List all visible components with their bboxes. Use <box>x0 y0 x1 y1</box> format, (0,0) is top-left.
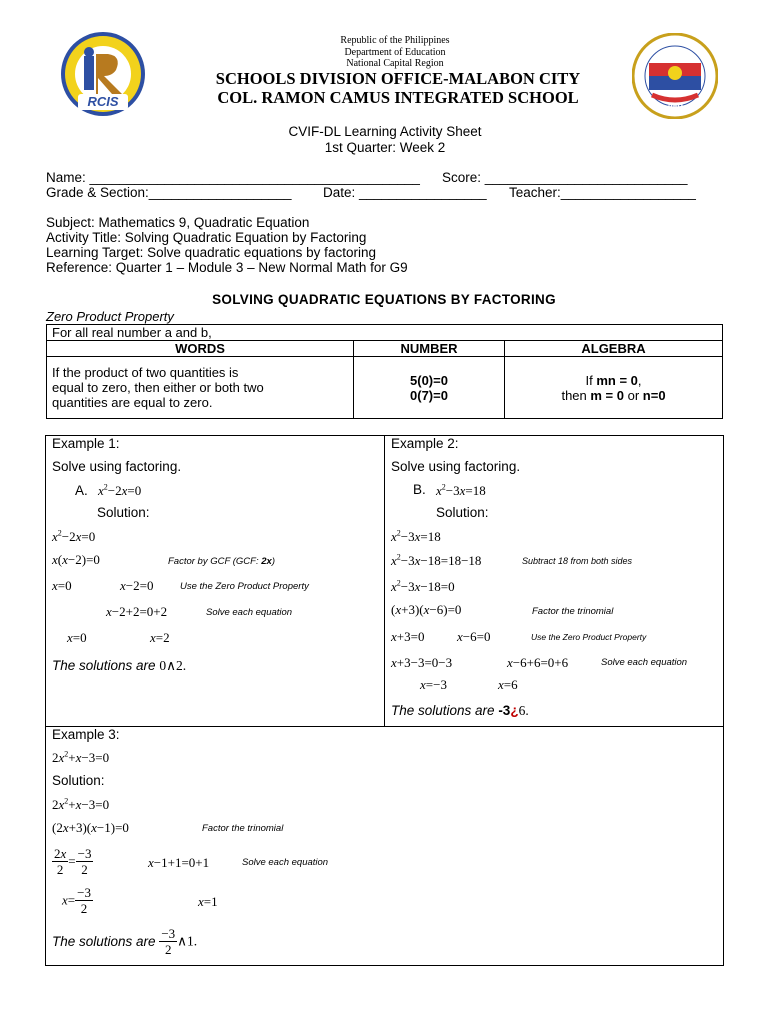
example2-zpp-note: Use the Zero Product Property <box>531 632 647 642</box>
example2-solve-note: Solve each equation <box>601 657 688 668</box>
table-intro: For all real number a and b, <box>47 325 723 341</box>
header-words: WORDS <box>47 341 354 357</box>
algebra-then: then <box>561 387 591 403</box>
algebra-comma: , <box>637 372 642 388</box>
example2-step5b: x−6=0 <box>457 629 491 644</box>
section-subtitle: Zero Product Property <box>46 309 174 324</box>
date-field[interactable]: Date: _________________ <box>323 185 487 200</box>
algebra-or: or <box>623 387 643 403</box>
example2-step5a: x+3=0 <box>391 629 425 644</box>
example2-label: Example 2: <box>391 436 459 451</box>
example2-trinomial-note: Factor the trinomial <box>532 606 614 617</box>
example3-equation: $2x^2+x-3=0$ <box>52 749 110 765</box>
gcf-note-c: ) <box>271 556 276 567</box>
example1-instruction: Solve using factoring. <box>52 459 182 474</box>
example1-result-prefix: The solutions are <box>52 658 160 673</box>
example3-solution-label: Solution: <box>52 773 105 788</box>
example1-step4: x−2+2=0+2 <box>106 604 168 619</box>
example2-answer-b: x=6 <box>498 677 518 692</box>
gcf-note-a: Factor by GCF (GCF: <box>168 556 262 567</box>
gcf-note-b: 2x <box>261 556 272 567</box>
number-cell <box>354 357 505 419</box>
example2-solution-label: Solution: <box>436 505 489 520</box>
example3-solve-note: Solve each equation <box>242 857 329 868</box>
example1-answer-b: x=2 <box>150 630 170 645</box>
example2-letter: B. <box>413 482 426 497</box>
score-field[interactable]: Score: ___________________________ <box>442 170 688 185</box>
republic-line: Republic of the Philippines <box>340 35 450 46</box>
example2-step4: (x+3)(x−6)=0 <box>391 602 462 617</box>
sheet-title: CVIF-DL Learning Activity Sheet <box>288 124 482 139</box>
table-header-row <box>47 341 723 357</box>
example2-equation: $x^2-3x=18$ <box>436 482 486 498</box>
target-line: Learning Target: Solve quadratic equations by factoring <box>46 245 376 260</box>
example2-step2: $x^2-3x-18=18-18$ <box>391 552 482 568</box>
example3-result-prefix: The solutions are <box>52 934 160 949</box>
example1-step3a: x=0 <box>52 578 72 593</box>
example3-step2: (2x+3)(x−1)=0 <box>52 820 129 835</box>
example1-result <box>52 658 186 674</box>
header-algebra: ALGEBRA <box>505 341 723 357</box>
example2-answer-a: x=−3 <box>420 677 447 692</box>
example3-step3a: $\frac{2x}{2}$ = $\frac{-3}{2}$ <box>54 846 92 877</box>
zero-product-table <box>46 324 723 419</box>
section-title: SOLVING QUADRATIC EQUATIONS BY FACTORING <box>212 292 556 307</box>
department-line: Department of Education <box>344 46 446 58</box>
sheet-quarter: 1st Quarter: Week 2 <box>324 140 446 155</box>
example2-step6b: x−6+6=0+6 <box>507 655 569 670</box>
example3-result-tail: ∧1. <box>177 933 198 949</box>
example2-step1: $x^2-3x=18$ <box>391 528 441 544</box>
example1-label: Example 1: <box>52 436 120 451</box>
algebra-mn: mn = 0 <box>596 372 638 388</box>
example2-subtract-note: Subtract 18 from both sides <box>522 556 633 566</box>
division-seal <box>632 33 718 119</box>
school-logo-caption: RCIS <box>87 94 119 109</box>
example2-result-bold: -3 <box>498 703 511 718</box>
header-number: NUMBER <box>354 341 505 357</box>
example1-step3b: x−2=0 <box>120 578 154 593</box>
example2-result-prefix: The solutions are <box>391 703 499 718</box>
reference-line: Reference: Quarter 1 – Module 3 – New Normal Math for G9 <box>46 260 408 275</box>
example3-label: Example 3: <box>52 727 120 742</box>
grade-section-field[interactable]: Grade & Section:___________________ <box>46 185 292 200</box>
example1-result-value: 0∧2. <box>159 658 187 673</box>
example1-equation: $x^2-2x=0$ <box>98 482 142 498</box>
number-example-1: 5(0)=0 <box>410 372 448 388</box>
example1-step1: $x^2-2x=0$ <box>52 528 96 544</box>
example3-step3b: x−1+1=0+1 <box>148 855 210 870</box>
algebra-if: If <box>585 372 597 388</box>
example2-step6a: x+3−3=0−3 <box>391 655 453 670</box>
example2-result-tail: 6. <box>518 703 529 718</box>
algebra-cell <box>505 357 723 419</box>
algebra-n: n=0 <box>642 387 666 403</box>
example2-result-glyph: ¿ <box>510 703 519 718</box>
example3-answer-b: x=1 <box>198 894 218 909</box>
school-logo <box>44 30 162 118</box>
name-field[interactable]: Name: ____________________________________________ <box>46 170 420 185</box>
activity-line: Activity Title: Solving Quadratic Equation by Factoring <box>46 230 367 245</box>
words-cell: If the product of two quantities is equal to zero, then either or both two quantities are equal to zero. <box>47 357 354 419</box>
example1-answer-a: x=0 <box>67 630 87 645</box>
region-line: National Capital Region <box>346 58 444 69</box>
example1-solution-label: Solution: <box>97 505 150 520</box>
number-example-2: 0(7)=0 <box>410 387 448 403</box>
algebra-m: m = 0 <box>590 387 624 403</box>
example2-result <box>391 703 529 719</box>
example3-answer-a: x= $\frac{-3}{2}$ <box>62 885 91 916</box>
subject-line: Subject: Mathematics 9, Quadratic Equation <box>46 215 310 230</box>
example3-step1: $2x^2+x-3=0$ <box>52 796 110 812</box>
example2-instruction: Solve using factoring. <box>391 459 521 474</box>
example1-zpp-note: Use the Zero Product Property <box>180 581 309 592</box>
teacher-field[interactable]: Teacher:__________________ <box>509 185 696 200</box>
example1-letter: A. <box>75 483 88 498</box>
example1-step2: x(x−2)=0 <box>52 552 100 567</box>
example3-trinomial-note: Factor the trinomial <box>202 823 284 834</box>
gcf-note <box>168 556 275 567</box>
table-row <box>47 357 723 419</box>
division-seal-year: 2001 <box>666 101 684 111</box>
school-title: COL. RAMON CAMUS INTEGRATED SCHOOL <box>217 88 579 107</box>
example3-result: The solutions are $\frac{-3}{2}$ ∧1. <box>52 926 198 957</box>
example2-step3: $x^2-3x-18=0$ <box>391 578 455 594</box>
division-title: SCHOOLS DIVISION OFFICE-MALABON CITY <box>215 69 581 88</box>
example1-solve-note: Solve each equation <box>206 607 293 618</box>
